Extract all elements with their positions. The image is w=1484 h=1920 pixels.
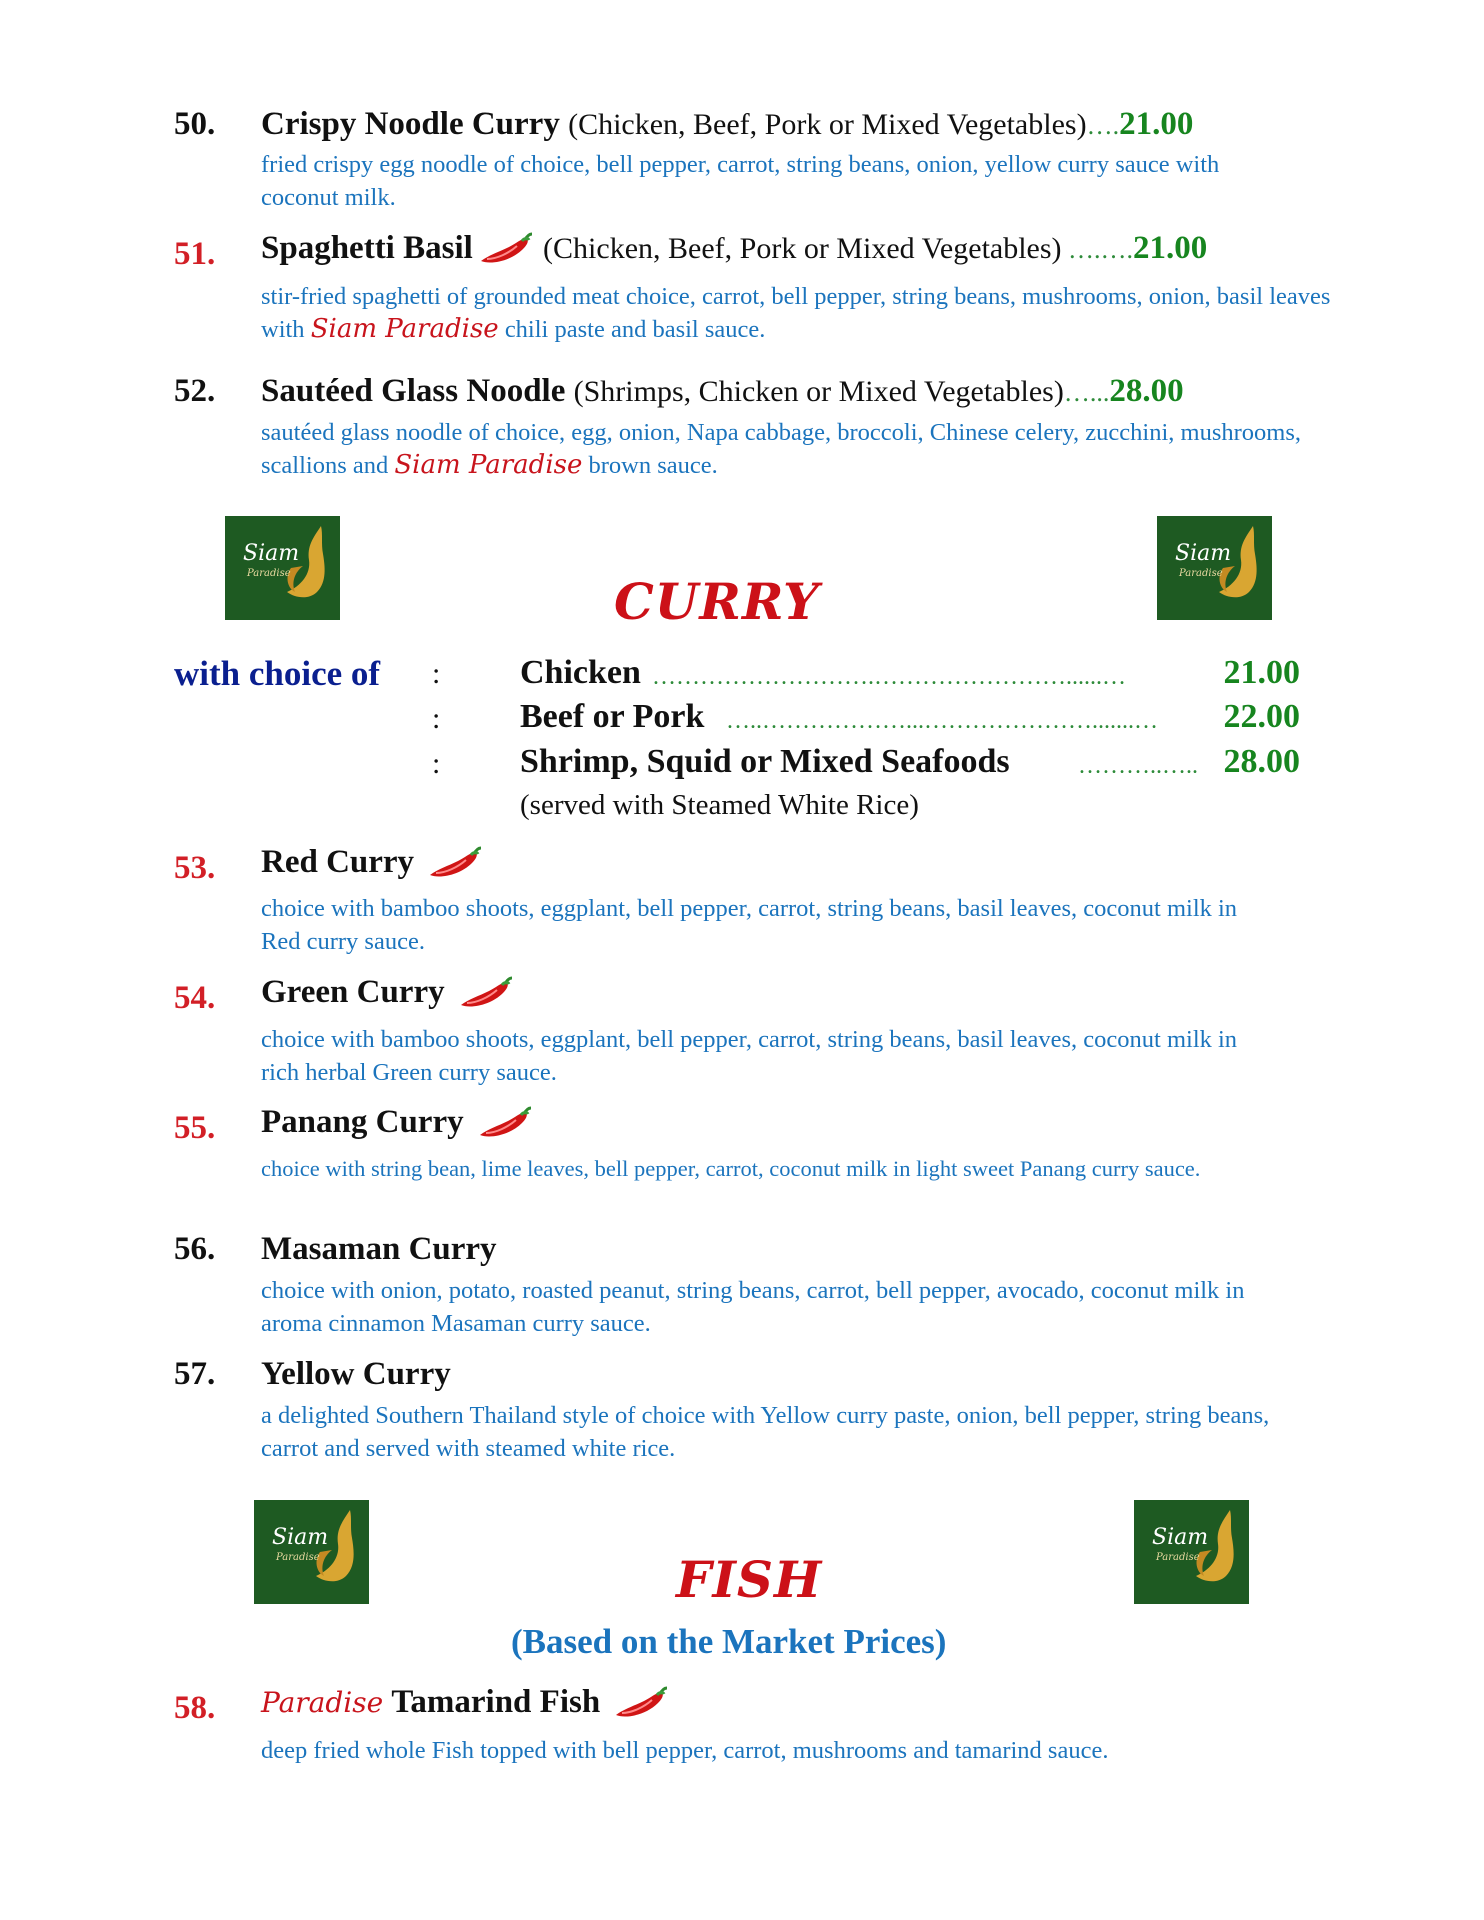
item-description: choice with bamboo shoots, eggplant, bell pepper, carrot, string beans, basil leaves, coconut milk in Red curry sauce.: [261, 895, 1238, 955]
item-name: Panang Curry: [261, 1104, 464, 1140]
item-description: choice with bamboo shoots, eggplant, bell pepper, carrot, string beans, basil leaves, coconut milk in rich herbal Green curry sauce.: [261, 1026, 1238, 1086]
item-title-line: [261, 1356, 451, 1393]
item-description: a delighted Southern Thailand style of choice with Yellow curry paste, onion, bell pepper, string beans, carrot and served with steamed white rice.: [261, 1402, 1270, 1462]
svg-text:Paradise: Paradise: [276, 1552, 320, 1563]
item-number: 55.: [174, 1110, 216, 1146]
item-name: Spaghetti Basil: [261, 230, 473, 266]
chili-pepper-icon: [426, 845, 484, 883]
description-text: chili paste and basil sauce.: [498, 316, 766, 343]
item-options: (Shrimps, Chicken or Mixed Vegetables): [573, 375, 1064, 408]
svg-text:Siam: Siam: [243, 541, 300, 566]
choice-name: Shrimp, Squid or Mixed Seafoods: [520, 743, 1010, 780]
item-number: 57.: [174, 1356, 216, 1392]
item-number: 52.: [174, 373, 216, 409]
item-number: 56.: [174, 1231, 216, 1267]
section-title-fish: FISH: [676, 1550, 823, 1609]
svg-text:Siam: Siam: [1152, 1525, 1209, 1550]
item-description: choice with string bean, lime leaves, bell pepper, carrot, coconut milk in light sweet Panang curry sauce.: [261, 1156, 1201, 1181]
item-number: 51.: [174, 236, 216, 272]
item-number: 58.: [174, 1690, 216, 1726]
item-name: Crispy Noodle Curry: [261, 106, 560, 142]
brand-script-text: Siam Paradise: [394, 450, 583, 480]
leader-dots: …..………………...………………….......…: [726, 708, 1158, 734]
item-description: deep fried whole Fish topped with bell pepper, carrot, mushrooms and tamarind sauce.: [261, 1737, 1109, 1764]
choice-colon: :: [432, 747, 441, 780]
item-price: 21.00: [1133, 230, 1208, 266]
item-title-line: [261, 230, 1207, 269]
item-name: Red Curry: [261, 844, 415, 880]
choice-label: with choice of: [174, 654, 381, 693]
served-note: (served with Steamed White Rice): [520, 789, 919, 821]
svg-text:Paradise: Paradise: [1156, 1552, 1200, 1563]
item-number: 54.: [174, 980, 216, 1016]
choice-price: 22.00: [1223, 698, 1300, 735]
chili-pepper-icon: [612, 1685, 670, 1723]
item-title-line: [261, 844, 484, 883]
leader-dots: ….….: [1061, 235, 1134, 264]
siam-paradise-logo: [254, 1500, 369, 1604]
description-text: brown sauce.: [582, 452, 718, 479]
choice-price: 28.00: [1223, 743, 1300, 780]
item-title-line: [261, 974, 515, 1013]
item-description: [261, 280, 1331, 346]
leader-dots: ……………………….……………………......…: [652, 664, 1126, 690]
item-name: Green Curry: [261, 974, 445, 1010]
choice-price: 21.00: [1223, 654, 1300, 691]
item-options: (Chicken, Beef, Pork or Mixed Vegetables): [543, 232, 1062, 265]
svg-text:Siam: Siam: [1175, 541, 1232, 566]
svg-text:Siam: Siam: [272, 1525, 329, 1550]
leader-dots: ………..…..: [1078, 753, 1198, 779]
choice-name: Chicken: [520, 654, 641, 691]
section-title-curry: CURRY: [614, 572, 820, 631]
description-text: stir-fried spaghetti of grounded meat choice, carrot, bell pepper, string beans, mushrooms, onion, basil leaves with: [261, 283, 1331, 343]
item-title-line: [261, 373, 1184, 410]
svg-text:Paradise: Paradise: [1179, 568, 1223, 579]
item-number: 53.: [174, 850, 216, 886]
choice-colon: :: [432, 657, 441, 690]
item-price: 28.00: [1109, 373, 1184, 409]
brand-script-text: Paradise: [261, 1686, 384, 1719]
brand-script-text: Siam Paradise: [310, 314, 499, 344]
item-title-line: [261, 1684, 670, 1723]
chili-pepper-icon: [476, 1105, 534, 1143]
market-price-note: (Based on the Market Prices): [511, 1622, 947, 1661]
siam-paradise-logo: [1134, 1500, 1249, 1604]
item-name: Sautéed Glass Noodle: [261, 373, 566, 409]
item-description: choice with onion, potato, roasted peanut, string beans, carrot, bell pepper, avocado, coconut milk in aroma cinnamon Masaman curry sauce.: [261, 1277, 1245, 1337]
item-price: 21.00: [1119, 106, 1194, 142]
item-description: fried crispy egg noodle of choice, bell pepper, carrot, string beans, onion, yellow curry sauce with coconut milk.: [261, 151, 1220, 211]
item-title-line: [261, 106, 1193, 143]
siam-paradise-logo: [1157, 516, 1272, 620]
item-description: [261, 416, 1311, 482]
item-name: Tamarind Fish: [391, 1684, 601, 1720]
choice-colon: :: [432, 702, 441, 735]
item-name: Masaman Curry: [261, 1231, 497, 1267]
svg-text:Paradise: Paradise: [247, 568, 291, 579]
chili-pepper-icon: [457, 975, 515, 1013]
siam-paradise-logo: [225, 516, 340, 620]
item-number: 50.: [174, 106, 216, 142]
description-text: sautéed glass noodle of choice, egg, onion, Napa cabbage, broccoli, Chinese celery, zucchini, mushrooms, scallions and: [261, 419, 1302, 479]
leader-dots: ….: [1086, 111, 1120, 140]
leader-dots: …...: [1063, 378, 1110, 407]
chili-pepper-icon: [477, 231, 535, 269]
choice-name: Beef or Pork: [520, 698, 705, 735]
item-name: Yellow Curry: [261, 1356, 451, 1392]
item-title-line: [261, 1231, 497, 1268]
item-options: (Chicken, Beef, Pork or Mixed Vegetables): [568, 108, 1087, 141]
item-title-line: [261, 1104, 534, 1143]
